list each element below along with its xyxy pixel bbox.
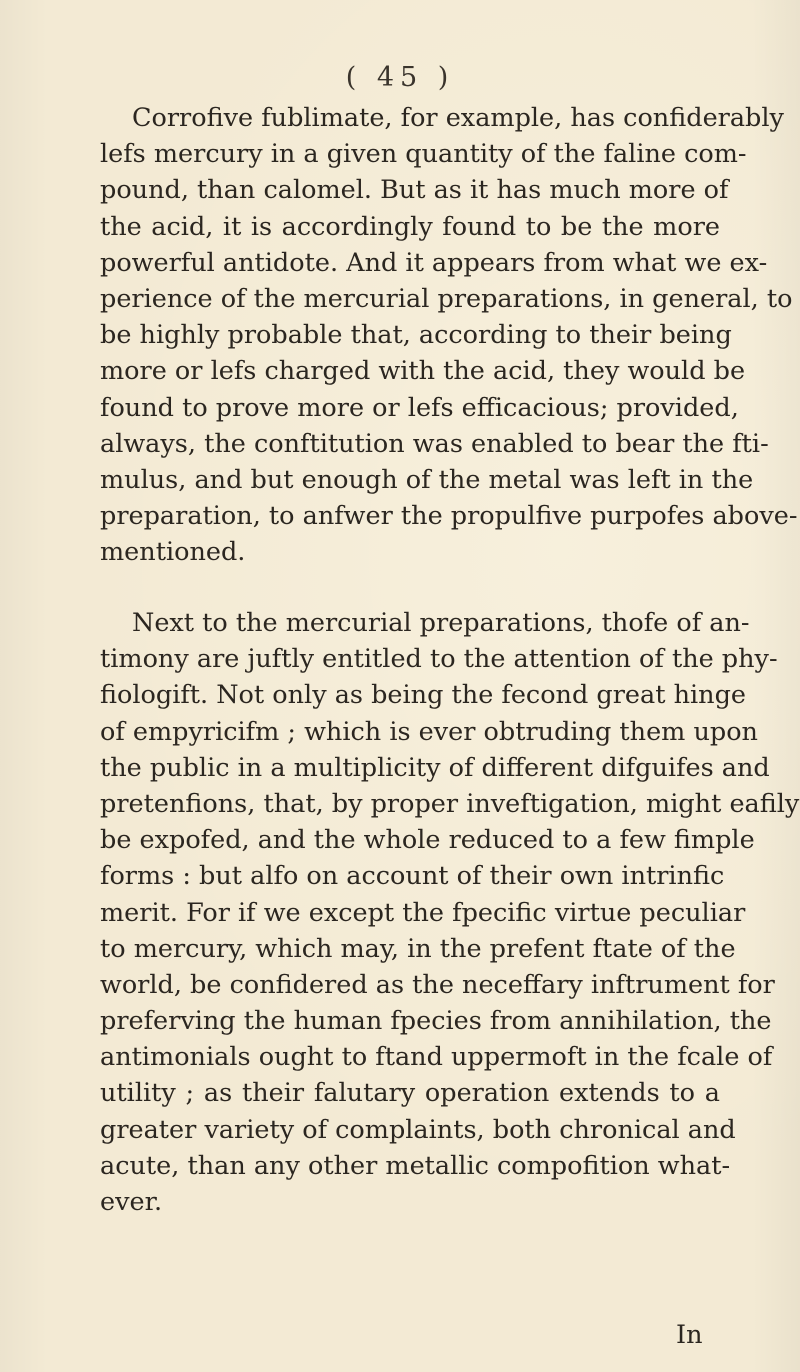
text-line: Corrofive fublimate, for example, has confiderably	[132, 103, 784, 133]
text-line: powerful antidote. And it appears from what we ex-	[100, 247, 768, 278]
text-line: the acid, it is accordingly found to be the more	[100, 211, 720, 242]
running-head: ( 45 )	[345, 62, 455, 93]
text-line: always, the conftitution was enabled to bear the fti-	[100, 428, 769, 459]
text-line: be highly probable that, according to their being	[100, 320, 732, 351]
text-line: acute, than any other metallic compofition what-	[100, 1150, 731, 1181]
text-line: fiologift. Not only as being the fecond great hinge	[100, 680, 746, 711]
text-line: timony are juftly entitled to the attention of the phy-	[100, 644, 778, 675]
text-line: merit. For if we except the fpecific virtue peculiar	[100, 897, 746, 928]
text-line: world, be confidered as the neceffary inftrument for	[100, 969, 775, 1000]
text-line: perience of the mercurial preparations, in general, to	[100, 283, 793, 314]
text-line: ever.	[100, 1187, 163, 1217]
paragraph-1	[100, 100, 798, 570]
catchword: In	[676, 1320, 703, 1350]
text-line: Next to the mercurial preparations, thofe of an-	[132, 608, 750, 638]
text-line: lefs mercury in a given quantity of the faline com-	[100, 139, 747, 170]
text-line: of empyricifm ; which is ever obtruding them upon	[100, 716, 758, 747]
text-line: be expofed, and the whole reduced to a few fimple	[100, 825, 755, 856]
text-line: more or lefs charged with the acid, they would be	[100, 356, 746, 387]
text-line: antimonials ought to ftand uppermoft in the fcale of	[100, 1042, 773, 1073]
text-line: to mercury, which may, in the prefent ftate of the	[100, 933, 736, 964]
text-line: preferving the human fpecies from annihilation, the	[100, 1006, 772, 1037]
paragraph-2	[100, 605, 800, 1220]
text-line: found to prove more or lefs efficacious; provided,	[100, 392, 739, 423]
text-line: the public in a multiplicity of different difguifes and	[100, 752, 770, 783]
text-line: greater variety of complaints, both chronical and	[100, 1114, 736, 1145]
text-line: pound, than calomel. But as it has much more of	[100, 175, 729, 206]
text-line: utility ; as their falutary operation extends to a	[100, 1078, 720, 1109]
text-line: forms : but alfo on account of their own intrinfic	[100, 861, 725, 892]
text-line: pretenfions, that, by proper inveftigation, might eafily	[100, 788, 800, 819]
text-line: mentioned.	[100, 537, 246, 568]
text-line: preparation, to anfwer the propulfive purpofes above-	[100, 501, 798, 532]
text-line: mulus, and but enough of the metal was left in the	[100, 464, 754, 495]
